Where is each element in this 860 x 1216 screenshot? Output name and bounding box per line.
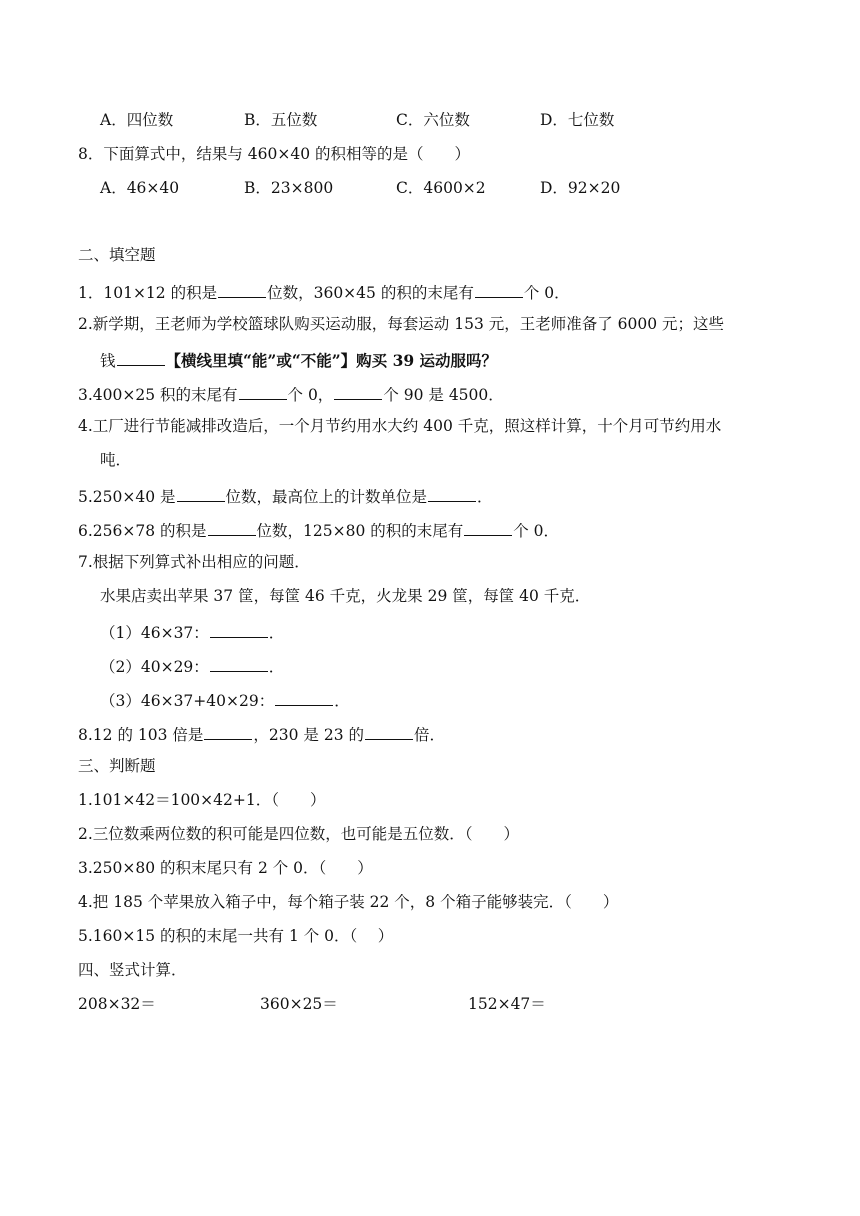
answer-blank[interactable] [177,487,225,502]
fill-q1: 1．101×12 的积是 位数，360×45 的积的末尾有 个 0． [78,284,570,302]
q7-option-d: D．七位数 [540,111,615,129]
section-heading-judge: 三、判断题 [78,757,156,775]
fill-q2-line1: 2.新学期，王老师为学校篮球队购买运动服，每套运动 153 元，王老师准备了 6000 元；这些 [78,315,725,333]
q7-option-b: B．五位数 [244,111,318,129]
calc-item-2: 360×25＝ [260,995,338,1013]
calc-item-1: 208×32＝ [78,995,156,1013]
answer-blank[interactable] [428,487,476,502]
q8-option-b: B．23×800 [244,179,334,197]
fill-q7-context: 水果店卖出苹果 37 筐，每筐 46 千克，火龙果 29 筐，每筐 40 千克． [100,587,591,605]
fill-q4-line1: 4.工厂进行节能减排改造后，一个月节约用水大约 400 千克，照这样计算，十个月可节约用水 [78,417,722,435]
fill-q8: 8.12 的 103 倍是 ，230 是 23 的 倍． [78,726,445,744]
q8-option-c: C．4600×2 [396,179,486,197]
calc-item-3: 152×47＝ [468,995,546,1013]
fill-q7-stem: 7.根据下列算式补出相应的问题． [78,553,310,571]
fill-q4-line2: 吨． [100,451,132,469]
q8-option-a: A．46×40 [100,179,180,197]
q7-option-c: C．六位数 [396,111,470,129]
fill-q6: 6.256×78 的积是 位数，125×80 的积的末尾有 个 0． [78,522,560,540]
answer-blank[interactable] [239,385,287,400]
fill-q7-sub-3: （3）46×37+40×29： ． [100,692,350,710]
section-heading-fill: 二、填空题 [78,246,156,264]
q8-stem: 8．下面算式中，结果与 460×40 的积相等的是（ ） [78,145,471,163]
judge-item-1: 1.101×42＝100×42+1．（ ） [78,791,326,809]
answer-blank[interactable] [117,351,165,366]
fill-q7-sub-2: （2）40×29： ． [100,658,285,676]
answer-blank[interactable] [475,283,523,298]
judge-item-2: 2.三位数乘两位数的积可能是四位数，也可能是五位数．（ ） [78,825,520,843]
answer-blank[interactable] [275,691,333,706]
judge-item-3: 3.250×80 的积末尾只有 2 个 0．（ ） [78,859,373,877]
judge-item-5: 5.160×15 的积的末尾一共有 1 个 0．（ ） [78,927,394,945]
fill-q7-sub-1: （1）46×37： ． [100,624,285,642]
fill-q2-line2: 钱 【横线里填“能”或“不能”】购买 39 运动服吗？ [100,351,498,370]
q8-option-d: D．92×20 [540,179,621,197]
q7-option-a: A．四位数 [100,111,174,129]
answer-blank[interactable] [208,521,256,536]
answer-blank[interactable] [334,385,382,400]
answer-blank[interactable] [210,657,268,672]
fill-q5: 5.250×40 是 位数，最高位上的计数单位是 ． [78,488,493,506]
answer-blank[interactable] [210,623,268,638]
judge-item-4: 4.把 185 个苹果放入箱子中，每个箱子装 22 个，8 个箱子能够装完．（ ） [78,893,619,911]
fill-q3: 3.400×25 积的末尾有 个 0， 个 90 是 4500． [78,386,504,404]
answer-blank[interactable] [204,725,252,740]
answer-blank[interactable] [464,521,512,536]
answer-blank[interactable] [218,283,266,298]
section-heading-calc: 四、竖式计算． [78,961,187,979]
answer-blank[interactable] [365,725,413,740]
